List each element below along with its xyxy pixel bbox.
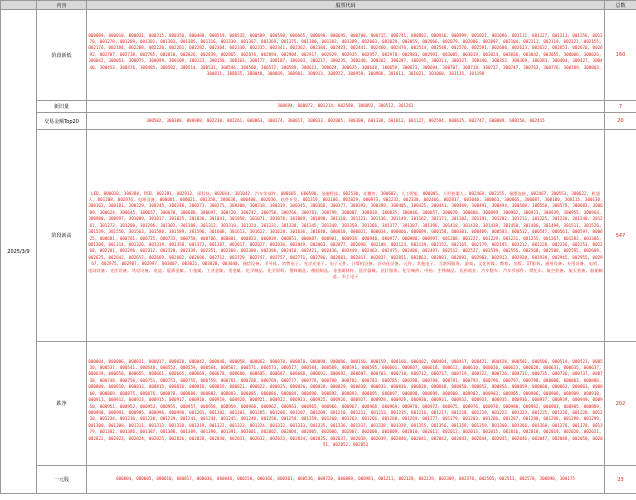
category-cell: 阶段新高 (37, 130, 87, 342)
header-blank (1, 1, 37, 10)
table-row (1, 101, 636, 113)
stock-codes-cell: LED, 000020, 300380, PCB, 002281, 002913, 深科技, 002014, 301042, 汽车零部件, 000605, 600590, 金融科技, 002530, 光模块, 300602, 人工智能, 000085, 人形机器人, 002468, 002155, 铜缆连接, 002467, 300553, 300622, 机器人, 001208, 002976, 电源设备, 000001, 000021, 002358, 300638, 000408, 002036, 软件开发, 001319, 002106, 002829, 000973, 002232, 002338, 002466, 002837, 003040, 300061, 300065, 300087, 300100, 300115, 300130, 300162, 300181, 300229, 300245, 300248, 300271, 300275, 300300, 300318, 300339, 300345, 300368, 300377, 300393, 300398, 300405, 300425, 300441, 300469, 300491, 300494, 300500, 300550, 300578, 300603, 300609, 300624, 300645, 300657, 300678, 300688, 300697, 300720, 300742, 300750, 300766, 300781, 300799, 300807, 300820, 300835, 300846, 300857, 300870, 300886, 300899, 300902, 300921, 300939, 300955, 300964, 300980, 300997, 301009, 301017, 301025, 301036, 301041, 301058, 301071, 301078, 301089, 301098, 301110, 301121, 301136, 301149, 301162, 301171, 301182, 301191, 301202, 301211, 301225, 301236, 301248, 301261, 301272, 301280, 301296, 301302, 301308, 301312, 301318, 301324, 301331, 301338, 301345, 301349, 301358, 301366, 301377, 301387, 301396, 301418, 301428, 301439, 301458, 301486, 301499, 301511, 301526, 301539, 301550, 301563, 301580, 301589, 301596, 301608, 301613, 301622, 301628, 301636, 301648, 000010, 000021, 000034, 000066, 000099, 000158, 000301, 000409, 000503, 000532, 000547, 000561, 000597, 000625, 000681, 000701, 000725, 000733, 000758, 000786, 000801, 000823, 000839, 000851, 000887, 000901, 000938, 000948, 000977, 000988, 000997, 001208, 001227, 001229, 001231, 001255, 001267, 001282, 001306, 001309, 001314, 001326, 001339, 001358, 001373, 001387, 002017, 002027, 002036, 002049, 002063, 002077, 002090, 002108, 002123, 002139, 002152, 002165, 002179, 002195, 002212, 002228, 002236, 002253, 002268, 002281, 002296, 002312, 002328, 002339, 002351, 002368, 002380, 002396, 002410, 002421, 002436, 002449, 002463, 002475, 002488, 002497, 002512, 002527, 002539, 002555, 002568, 002580, 002595, 002609, 002625, 002642, 002657, 002669, 002682, 002696, 002712, 002729, 002747, 002757, 002771, 002786, 002801, 002817, 002837, 002851, 002861, 002881, 002892, 002902, 002913, 002920, 002938, 002945, 002955, 002967, 002975, 002987, 002997, 003007, 003021, 003028, 003040, 通信设备, 半导体, 消费电子, 光学光电子, 电子元件, 计算机设备, 自动化设备, 元件, 其他电子, 互联网服务, 游戏, 文化传媒, 教育, 出版, IT服务, 通用设备, 专用设备, 电机, 电网设备, 光伏设备, 风电设备, 电池, 能源金属, 小金属, 工业金属, 贵金属, 化学制品, 化学原料, 塑料制品, 橡胶制品, 非金属材料, 医疗器械, 医疗服务, 化学制药, 中药, 生物制品, 医药商业, 汽车整车, 汽车零部件, 摩托车, 航空装备, 航天装备, 船舶制造, 军工电子 (87, 130, 605, 342)
header-row (1, 1, 636, 10)
category-cell: 一元股 (37, 466, 87, 494)
total-cell: 23 (605, 466, 636, 494)
header-content: 内容 (37, 1, 87, 10)
stock-codes-cell: 300502, 300308, 000988, 002230, 002261, 000063, 300274, 300017, 300033, 002085, 300308, 601138, 601012, 601127, 002594, 000625, 002747, 600089, 688256, 002415 (87, 113, 605, 130)
header-stocks: 股票代码 (87, 1, 605, 10)
stock-codes-cell: 000004, 000005, 000010, 000017, 000036, 000040, 000150, 000166, 000301, 000536, 000720, 000889, 000981, 001211, 002128, 002239, 002309, 002370, 002505, 002513, 002570, 300090, 300175 (87, 466, 605, 494)
category-cell: 新旧量 (37, 101, 87, 113)
category-cell: 阶段新低 (37, 10, 87, 101)
stock-codes-cell: 000009, 000010, 000031, 000315, 000356, 000480, 000519, 000535, 000589, 000590, 000665, 000690, 000695, 000708, 000715, 000741, 000881, 000916, 000999, 001021, 001096, 001111, 001127, 001211, 001256, 001270, 001278, 001289, 001301, 001303, 001305, 001316, 001330, 001367, 001369, 001375, 001380, 001383, 001389, 002003, 002029, 002055, 002066, 002079, 002086, 002097, 002104, 002111, 002119, 002121, 002155, 002176, 002184, 002208, 002220, 002261, 002282, 002304, 002330, 002335, 002341, 002362, 002384, 002423, 002441, 002460, 002476, 002514, 002548, 002570, 002591, 002600, 002623, 002632, 002653, 002676, 002692, 002707, 002738, 002785, 002810, 002826, 002839, 002865, 002876, 002894, 002904, 002917, 002929, 002935, 002957, 002970, 002983, 002991, 003005, 003019, 003024, 003036, 003042, 003055, 300006, 300026, 300042, 300053, 300075, 300099, 300109, 300123, 300150, 300163, 300177, 300187, 300203, 300217, 300235, 300248, 300262, 300287, 300295, 300311, 300327, 300340, 300352, 300369, 300383, 300404, 300427, 300440, 300453, 300476, 300485, 300502, 300514, 300531, 300546, 300560, 300572, 300589, 300611, 300624, 300635, 300648, 300659, 300673, 300694, 300707, 300718, 300727, 300747, 300763, 300776, 300789, 300803, 300811, 300835, 300848, 300869, 300901, 300913, 300922, 300958, 300986, 301011, 301021, 301060, 301135, 301198 (87, 10, 605, 101)
category-cell: 交易金额Top20 (37, 113, 87, 130)
total-cell: 7 (605, 101, 636, 113)
total-cell: 20 (605, 113, 636, 130)
total-cell: 547 (605, 130, 636, 342)
total-cell: 202 (605, 342, 636, 466)
header-total: 总数 (605, 1, 636, 10)
table-row (1, 113, 636, 130)
total-cell: 160 (605, 10, 636, 101)
stock-codes-cell: 300694, 000072, 001214, 002588, 300092, 300512, 301261 (87, 101, 605, 113)
table-row (1, 466, 636, 494)
table-row (1, 10, 636, 101)
category-cell: 跌净 (37, 342, 87, 466)
date-cell: 2025/3/9 (1, 10, 37, 494)
table-row (1, 130, 636, 342)
stock-codes-cell: 000004, 000006, 000011, 000017, 000028, 000042, 000048, 000058, 000062, 000070, 000078, 000090, 000096, 000150, 000159, 000166, 000402, 000404, 000417, 000421, 000428, 000501, 000506, 000514, 000523, 000530, 000537, 000541, 000548, 000553, 000559, 000564, 000567, 000571, 000573, 000577, 000584, 000589, 000591, 000595, 000601, 000607, 000610, 000612, 000616, 000620, 000623, 000628, 000631, 000635, 000637, 000639, 000650, 000655, 000661, 000665, 000669, 000678, 000680, 000685, 000687, 000688, 000691, 000692, 000697, 000703, 000710, 000712, 000717, 000719, 000722, 000726, 000731, 000735, 000736, 000737, 000738, 000748, 000750, 000751, 000753, 000755, 000759, 000761, 000768, 000769, 000777, 000778, 000780, 000782, 000783, 000785, 000788, 000790, 000791, 000793, 000796, 000797, 000798, 000800, 000803, 000806, 000809, 000810, 000813, 000815, 000816, 000818, 000819, 000821, 000822, 000825, 000826, 000828, 000829, 000830, 000833, 000836, 000838, 000848, 000850, 000852, 000856, 000859, 000860, 000862, 000863, 000868, 000869, 000875, 000876, 000878, 000880, 000882, 000883, 000885, 000886, 000889, 000890, 000892, 000893, 000895, 000897, 000898, 000899, 000900, 000902, 000903, 000905, 000906, 000908, 000909, 000910, 000911, 000912, 000913, 000915, 000917, 000918, 000919, 000920, 000921, 000922, 000923, 000925, 000926, 000927, 000928, 000929, 000930, 000931, 000932, 000933, 000935, 000936, 000937, 000939, 000949, 000950, 000951, 000952, 000953, 000955, 000957, 000958, 000959, 000960, 000962, 000963, 000965, 000966, 000967, 000968, 000969, 000970, 000972, 000975, 000976, 000978, 000980, 000982, 000983, 000985, 000989, 000990, 000993, 000995, 000996, 000998, 001201, 001202, 001203, 001205, 001206, 001207, 001209, 001210, 001212, 001213, 001215, 001216, 001217, 001218, 001219, 001222, 001223, 001225, 001226, 001228, 001230, 001234, 001236, 001238, 001239, 001241, 001244, 001245, 001248, 001250, 001258, 001259, 001260, 001263, 001266, 001268, 001269, 001277, 001279, 001283, 001286, 001287, 001288, 001296, 001298, 001299, 001300, 001308, 001311, 001313, 001318, 001319, 001322, 001323, 001324, 001332, 001333, 001335, 001336, 001337, 001338, 001339, 001355, 001356, 001358, 001359, 001360, 001366, 001368, 001376, 001378, 001379, 001382, 001386, 001387, 001388, 001389, 001390, 001391, 002001, 002002, 002004, 002005, 002006, 002007, 002008, 002009, 002010, 002011, 002012, 002013, 002015, 002016, 002018, 002019, 002020, 002021, 002022, 002023, 002024, 002025, 002026, 002028, 002030, 002031, 002032, 002033, 002034, 002035, 002037, 002038, 002039, 002040, 002041, 002042, 002043, 002044, 002045, 002046, 002047, 002048, 002050, 002051, 002052, 002053 (87, 342, 605, 466)
table-row (1, 342, 636, 466)
